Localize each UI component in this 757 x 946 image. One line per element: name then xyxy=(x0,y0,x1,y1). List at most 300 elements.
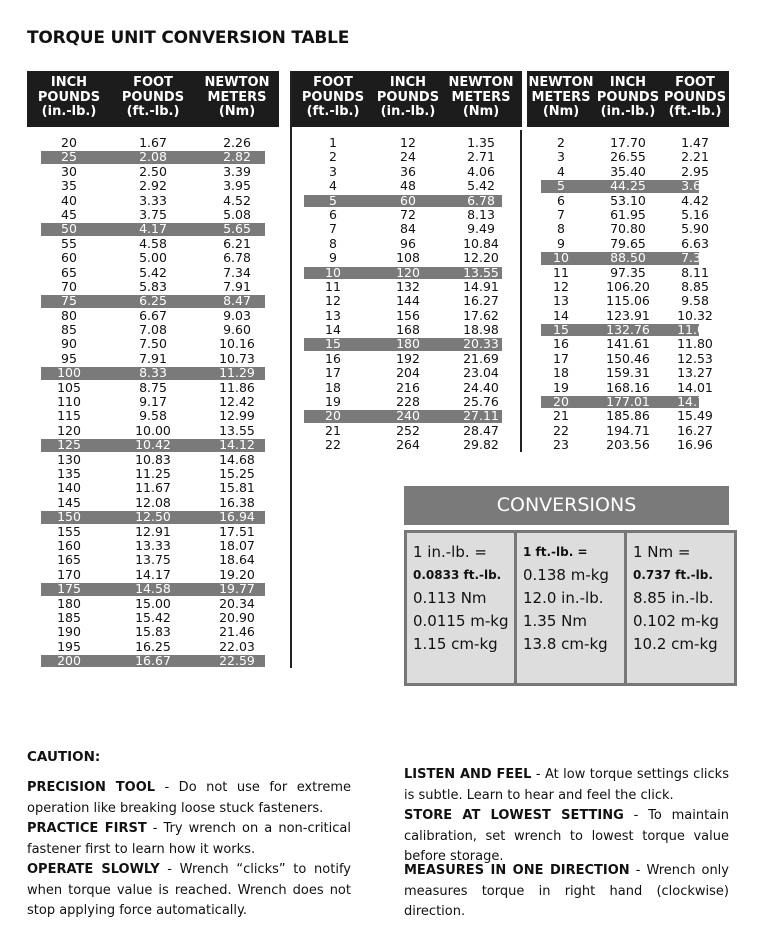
conv2-line-4: 13.8 cm-kg xyxy=(523,635,608,653)
table-cell: 7.34 xyxy=(223,264,251,280)
table-cell: 3.95 xyxy=(223,178,251,194)
table-cell: 10.42 xyxy=(135,437,171,453)
table-row xyxy=(527,179,729,193)
table-row xyxy=(27,395,279,409)
conv3-line-1: 0.737 ft.-lb. xyxy=(633,568,713,582)
table-cell: 15.83 xyxy=(135,624,171,640)
table2-header xyxy=(292,71,522,127)
table-cell: 12.50 xyxy=(135,509,171,525)
table-cell: 3.39 xyxy=(223,163,251,179)
table-row xyxy=(27,179,279,193)
note-precision-text: - Do not use for extreme operation like breaking loose stuck fasteners. xyxy=(27,780,351,816)
table-cell: 11.25 xyxy=(135,465,171,481)
table-cell: 9 xyxy=(557,235,565,251)
table-cell: 19 xyxy=(553,379,569,395)
table-row xyxy=(292,352,522,366)
table-cell: 110 xyxy=(57,394,81,410)
table-cell: 23.04 xyxy=(463,365,499,381)
table-cell: 2.71 xyxy=(467,149,495,165)
table-cell: 22.03 xyxy=(219,638,255,654)
table-row xyxy=(292,266,522,280)
table-cell: 16 xyxy=(325,350,341,366)
divider-1 xyxy=(290,71,292,668)
table-cell: 96 xyxy=(400,235,416,251)
table-row xyxy=(27,208,279,222)
table-cell: 4.17 xyxy=(139,221,167,237)
table-cell: 22 xyxy=(553,422,569,438)
table-row xyxy=(292,194,522,208)
table-row xyxy=(27,467,279,481)
table-cell: 95 xyxy=(61,350,77,366)
caution-heading: CAUTION: xyxy=(27,749,101,765)
table-cell: 252 xyxy=(396,422,420,438)
table-cell: 14 xyxy=(325,322,341,338)
table-cell: 20 xyxy=(61,135,77,150)
table-cell: 160 xyxy=(57,537,81,553)
table-cell: 3.75 xyxy=(139,206,167,222)
table-cell: 13.75 xyxy=(135,552,171,568)
table-row xyxy=(527,165,729,179)
conv3-line-4: 10.2 cm-kg xyxy=(633,635,718,653)
table-cell: 1 xyxy=(329,135,337,150)
table-cell: 79.65 xyxy=(610,235,646,251)
table-cell: 3.33 xyxy=(139,192,167,208)
table-row xyxy=(27,337,279,351)
table-cell: 70.80 xyxy=(610,221,646,237)
table-cell: 168 xyxy=(396,322,420,338)
note-store-title: STORE AT LOWEST SETTING xyxy=(404,808,624,823)
table-cell: 13.55 xyxy=(219,422,255,438)
table-cell: 10.73 xyxy=(219,350,255,366)
table-cell: 24.40 xyxy=(463,379,499,395)
table-row xyxy=(527,251,729,265)
table-cell: 14.17 xyxy=(135,566,171,582)
table-cell: 2 xyxy=(557,135,565,150)
table-cell: 44.25 xyxy=(610,178,646,194)
table-cell: 12.91 xyxy=(135,523,171,539)
table-cell: 150.46 xyxy=(606,350,650,366)
note-precision xyxy=(27,778,351,819)
table-cell: 6.21 xyxy=(223,235,251,251)
table-row xyxy=(27,438,279,452)
table-cell: 8.75 xyxy=(139,379,167,395)
note-store xyxy=(404,806,729,868)
table-cell: 10.32 xyxy=(677,307,713,323)
table-row xyxy=(27,611,279,625)
table-cell: 11 xyxy=(553,264,569,280)
table-row xyxy=(527,381,729,395)
table-cell: 16.96 xyxy=(677,437,713,453)
table-cell: 3.68 xyxy=(681,178,709,194)
table-cell: 7.08 xyxy=(139,322,167,338)
table-cell: 26.55 xyxy=(610,149,646,165)
table-cell: 185 xyxy=(57,609,81,625)
table-cell: 61.95 xyxy=(610,206,646,222)
table-cell: 159.31 xyxy=(606,365,650,381)
table-cell: 9.17 xyxy=(139,394,167,410)
note-measures xyxy=(404,861,729,923)
table-row xyxy=(292,150,522,164)
table-cell: 20.33 xyxy=(463,336,499,352)
table-row xyxy=(527,409,729,423)
table-cell: 12.20 xyxy=(463,250,499,266)
table-cell: 9.58 xyxy=(139,408,167,424)
table-row xyxy=(292,280,522,294)
table-cell: 6 xyxy=(557,192,565,208)
table-row xyxy=(527,323,729,337)
table-cell: 11.86 xyxy=(219,379,255,395)
table-row xyxy=(27,352,279,366)
table-cell: 16.38 xyxy=(219,494,255,510)
table-cell: 15.49 xyxy=(677,408,713,424)
table-cell: 4.58 xyxy=(139,235,167,251)
table-cell: 21 xyxy=(553,408,569,424)
table-row xyxy=(527,294,729,308)
table-cell: 130 xyxy=(57,451,81,467)
table-cell: 1.67 xyxy=(139,135,167,150)
conversion-nm xyxy=(624,530,737,686)
table-cell: 150 xyxy=(57,509,81,525)
table-cell: 204 xyxy=(396,365,420,381)
table-row xyxy=(27,453,279,467)
table-cell: 4 xyxy=(329,178,337,194)
table-cell: 15.00 xyxy=(135,595,171,611)
table-cell: 90 xyxy=(61,336,77,352)
note-practice-title: PRACTICE FIRST xyxy=(27,821,147,836)
table-row xyxy=(27,597,279,611)
table-cell: 25.76 xyxy=(463,394,499,410)
table-cell: 108 xyxy=(396,250,420,266)
table-cell: 190 xyxy=(57,624,81,640)
table-row xyxy=(27,481,279,495)
table-row xyxy=(27,409,279,423)
table-row xyxy=(27,568,279,582)
table-cell: 120 xyxy=(57,422,81,438)
conversions-heading: CONVERSIONS xyxy=(404,486,729,525)
table-cell: 5.16 xyxy=(681,206,709,222)
table-cell: 5 xyxy=(557,178,565,194)
table-cell: 9 xyxy=(329,250,337,266)
table-row xyxy=(27,640,279,654)
table-row xyxy=(527,208,729,222)
table-cell: 15.42 xyxy=(135,609,171,625)
table-row xyxy=(527,395,729,409)
table-cell: 15 xyxy=(553,322,569,338)
table-row xyxy=(292,395,522,409)
note-store-text: - To maintain calibration, set wrench to lowest torque value before storage. xyxy=(404,808,730,864)
table-cell: 9.58 xyxy=(681,293,709,309)
conv1-line-4: 1.15 cm-kg xyxy=(413,635,498,653)
table-cell: 20.90 xyxy=(219,609,255,625)
table-cell: 29.82 xyxy=(463,437,499,453)
table-cell: 6.63 xyxy=(681,235,709,251)
table-row xyxy=(527,280,729,294)
table-cell: 55 xyxy=(61,235,77,251)
table-cell: 25 xyxy=(61,149,77,165)
table-cell: 18.98 xyxy=(463,322,499,338)
table-row xyxy=(292,251,522,265)
table-cell: 12 xyxy=(553,278,569,294)
table-cell: 5.65 xyxy=(223,221,251,237)
table-cell: 7.91 xyxy=(223,278,251,294)
table-cell: 168.16 xyxy=(606,379,650,395)
page-title: TORQUE UNIT CONVERSION TABLE xyxy=(27,28,350,48)
table-row xyxy=(27,165,279,179)
table-row xyxy=(292,136,522,150)
note-operate xyxy=(27,860,351,922)
note-listen xyxy=(404,765,729,806)
table-cell: 14.68 xyxy=(219,451,255,467)
table-cell: 18.64 xyxy=(219,552,255,568)
conv1-line-2: 0.113 Nm xyxy=(413,589,487,607)
table-cell: 21.46 xyxy=(219,624,255,640)
table-cell: 105 xyxy=(57,379,81,395)
table-cell: 8.33 xyxy=(139,365,167,381)
table-cell: 120 xyxy=(396,264,420,280)
table-cell: 135 xyxy=(57,465,81,481)
note-listen-title: LISTEN AND FEEL xyxy=(404,767,532,782)
table-cell: 180 xyxy=(57,595,81,611)
table-cell: 21 xyxy=(325,422,341,438)
conv1-line-1: 0.0833 ft.-lb. xyxy=(413,568,502,582)
table-cell: 16.25 xyxy=(135,638,171,654)
note-practice-text: - Try wrench on a non-critical fastener first to learn how it works. xyxy=(27,821,351,857)
table-cell: 132.76 xyxy=(606,322,650,338)
table-cell: 19.20 xyxy=(219,566,255,582)
table-cell: 9.03 xyxy=(223,307,251,323)
table-cell: 8 xyxy=(329,235,337,251)
table-cell: 8.47 xyxy=(223,293,251,309)
conversion-in-lb xyxy=(404,530,517,686)
table-cell: 228 xyxy=(396,394,420,410)
table-row xyxy=(27,251,279,265)
table-row xyxy=(27,294,279,308)
table-cell: 13 xyxy=(553,293,569,309)
table-cell: 19 xyxy=(325,394,341,410)
table-cell: 12 xyxy=(400,135,416,150)
table2-body xyxy=(292,136,522,453)
table-row xyxy=(527,136,729,150)
table-cell: 194.71 xyxy=(606,422,650,438)
note-practice xyxy=(27,819,351,860)
table-cell: 36 xyxy=(400,163,416,179)
divider-2 xyxy=(520,130,522,452)
table-cell: 23 xyxy=(553,437,569,453)
table-row xyxy=(27,280,279,294)
table1-header-col-3: NEWTON METERS (Nm) xyxy=(204,75,270,119)
table-cell: 17 xyxy=(553,350,569,366)
table-row xyxy=(27,553,279,567)
table-cell: 10 xyxy=(325,264,341,280)
table1-header xyxy=(27,71,279,127)
table-row xyxy=(292,337,522,351)
table-cell: 12.99 xyxy=(219,408,255,424)
table-cell: 8.85 xyxy=(681,278,709,294)
table-cell: 35.40 xyxy=(610,163,646,179)
table-cell: 8 xyxy=(557,221,565,237)
table2-header-col-2: INCH POUNDS (in.-lb.) xyxy=(376,75,440,119)
table1-body xyxy=(27,136,279,668)
table-cell: 12.08 xyxy=(135,494,171,510)
table-cell: 22 xyxy=(325,437,341,453)
table-cell: 60 xyxy=(400,192,416,208)
table-cell: 145 xyxy=(57,494,81,510)
table-cell: 14.58 xyxy=(135,581,171,597)
table3-header-col-1: NEWTON METERS (Nm) xyxy=(528,75,594,119)
table-cell: 125 xyxy=(57,437,81,453)
table-row xyxy=(527,424,729,438)
table-cell: 12.42 xyxy=(219,394,255,410)
table-cell: 115 xyxy=(57,408,81,424)
table-cell: 2 xyxy=(329,149,337,165)
table-cell: 185.86 xyxy=(606,408,650,424)
table-cell: 11.67 xyxy=(135,480,171,496)
table-cell: 30 xyxy=(61,163,77,179)
note-measures-title: MEASURES IN ONE DIRECTION xyxy=(404,863,630,878)
table-cell: 10.83 xyxy=(135,451,171,467)
table-cell: 141.61 xyxy=(606,336,650,352)
table-cell: 4.52 xyxy=(223,192,251,208)
table-cell: 10 xyxy=(553,250,569,266)
conv2-head: 1 ft.-lb. = xyxy=(523,545,588,559)
table-cell: 155 xyxy=(57,523,81,539)
table-row xyxy=(27,582,279,596)
table-cell: 2.26 xyxy=(223,135,251,150)
table-cell: 12 xyxy=(325,293,341,309)
table-row xyxy=(27,510,279,524)
table-cell: 5.42 xyxy=(467,178,495,194)
table-cell: 5 xyxy=(329,192,337,208)
table-cell: 13 xyxy=(325,307,341,323)
table-cell: 18 xyxy=(325,379,341,395)
table-row xyxy=(292,294,522,308)
table-row xyxy=(27,496,279,510)
table-row xyxy=(292,366,522,380)
table-cell: 177.01 xyxy=(606,394,650,410)
table-row xyxy=(27,366,279,380)
table-cell: 35 xyxy=(61,178,77,194)
table-cell: 144 xyxy=(396,293,420,309)
table-cell: 6.78 xyxy=(467,192,495,208)
table-cell: 21.69 xyxy=(463,350,499,366)
table-cell: 7.50 xyxy=(139,336,167,352)
table-cell: 10.00 xyxy=(135,422,171,438)
table-cell: 16.27 xyxy=(677,422,713,438)
table-row xyxy=(292,208,522,222)
table-cell: 20 xyxy=(325,408,341,424)
table-row xyxy=(527,337,729,351)
table-cell: 5.83 xyxy=(139,278,167,294)
table1-header-col-1: INCH POUNDS (in.-lb.) xyxy=(37,75,101,119)
table-cell: 24 xyxy=(400,149,416,165)
table-cell: 2.08 xyxy=(139,149,167,165)
table-row xyxy=(527,237,729,251)
table-cell: 16.27 xyxy=(463,293,499,309)
table-cell: 5.42 xyxy=(139,264,167,280)
table-cell: 9.60 xyxy=(223,322,251,338)
table3-body xyxy=(527,136,729,453)
table-cell: 8.13 xyxy=(467,206,495,222)
table-cell: 195 xyxy=(57,638,81,654)
table-cell: 4.42 xyxy=(681,192,709,208)
table-row xyxy=(27,381,279,395)
table-row xyxy=(292,424,522,438)
table-cell: 18.07 xyxy=(219,537,255,553)
table-cell: 264 xyxy=(396,437,420,453)
table-cell: 15.25 xyxy=(219,465,255,481)
table-cell: 8.11 xyxy=(681,264,709,280)
table-row xyxy=(527,194,729,208)
table-cell: 240 xyxy=(396,408,420,424)
table-cell: 123.91 xyxy=(606,307,650,323)
table-cell: 48 xyxy=(400,178,416,194)
table-cell: 65 xyxy=(61,264,77,280)
conv2-line-3: 1.35 Nm xyxy=(523,612,587,630)
table-cell: 20 xyxy=(553,394,569,410)
table-cell: 16.67 xyxy=(135,653,171,669)
table-cell: 200 xyxy=(57,653,81,669)
table-cell: 5.08 xyxy=(223,206,251,222)
table-cell: 14.75 xyxy=(677,394,713,410)
table-cell: 156 xyxy=(396,307,420,323)
table-cell: 6.78 xyxy=(223,250,251,266)
table-cell: 7.91 xyxy=(139,350,167,366)
table-row xyxy=(527,150,729,164)
table3-header-col-3: FOOT POUNDS (ft.-lb.) xyxy=(663,75,727,119)
table-row xyxy=(27,539,279,553)
table-cell: 6.25 xyxy=(139,293,167,309)
table-cell: 2.21 xyxy=(681,149,709,165)
table-cell: 88.50 xyxy=(610,250,646,266)
note-operate-text: - Wrench “clicks” to notify when torque value is reached. Wrench does not stop applying force automatically. xyxy=(27,862,351,918)
table-cell: 11 xyxy=(325,278,341,294)
table-cell: 7.37 xyxy=(681,250,709,266)
table-cell: 1.47 xyxy=(681,135,709,150)
table-cell: 70 xyxy=(61,278,77,294)
conv3-line-2: 8.85 in.-lb. xyxy=(633,589,714,607)
table-cell: 14.91 xyxy=(463,278,499,294)
table-row xyxy=(292,165,522,179)
table-row xyxy=(27,266,279,280)
table-cell: 5.90 xyxy=(681,221,709,237)
table-row xyxy=(27,222,279,236)
table-row xyxy=(27,237,279,251)
table-row xyxy=(292,323,522,337)
table-row xyxy=(292,179,522,193)
conv2-line-1: 0.138 m-kg xyxy=(523,566,609,584)
table-cell: 180 xyxy=(396,336,420,352)
table3-header xyxy=(527,71,729,127)
table-cell: 27.11 xyxy=(463,408,499,424)
table-row xyxy=(27,136,279,150)
table-row xyxy=(27,654,279,668)
table-row xyxy=(292,438,522,452)
table-cell: 7 xyxy=(557,206,565,222)
table-cell: 28.47 xyxy=(463,422,499,438)
table-cell: 50 xyxy=(61,221,77,237)
table-cell: 170 xyxy=(57,566,81,582)
table-cell: 19.77 xyxy=(219,581,255,597)
table-cell: 6.67 xyxy=(139,307,167,323)
table-cell: 192 xyxy=(396,350,420,366)
table-cell: 15.81 xyxy=(219,480,255,496)
table3-header-col-2: INCH POUNDS (in.-lb.) xyxy=(596,75,660,119)
table-row xyxy=(527,309,729,323)
table-cell: 6 xyxy=(329,206,337,222)
table-cell: 72 xyxy=(400,206,416,222)
table-cell: 84 xyxy=(400,221,416,237)
table-cell: 80 xyxy=(61,307,77,323)
